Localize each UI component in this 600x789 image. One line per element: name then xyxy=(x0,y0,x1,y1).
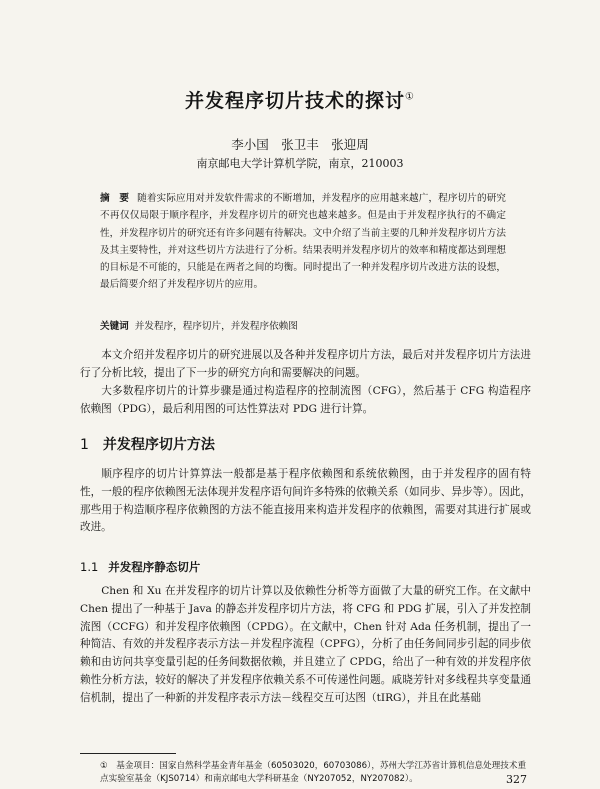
authors: 李小国 张卫丰 张迎周 xyxy=(231,137,369,152)
title-footnote-marker: ① xyxy=(405,91,415,103)
affiliation: 南京邮电大学计算机学院，南京，210003 xyxy=(196,157,404,170)
section-1-title: 并发程序切片方法 xyxy=(102,437,215,453)
section-1-1-heading xyxy=(80,559,200,575)
paper-title: 并发程序切片技术的探讨① xyxy=(185,90,415,112)
footnote-rule xyxy=(80,753,176,754)
abstract-text: 随着实际应用对并发软件需求的不断增加，并发程序的应用越来越广，程序切片的研究不再仅仅局限于顺序程序，并发程序切片的研究也越来越多。但是由于并发程序执行的不确定性，并发程序切片的研究还有许多问题有待解决。文中介绍了当前主要的几种并发程序切片方法及其主要特性，并对这些切片方法进行了分析。结果表明并发程序切片的效率和精度都达到理想的目标是不可能的，只能是在两者之间的均衡。同时提出了一种并发程序切片改进方法的设想，最后简要介绍了并发程序切片的应用。 xyxy=(100,193,507,291)
section-1-1-title: 并发程序静态切片 xyxy=(108,560,201,574)
footnote: ① 基金项目：国家自然科学基金青年基金（60503020，60703086），苏州大学江苏省计算机信息处理技术重点实验室基金（KJS0714）和南京邮电大学科研基金（NY207052，NY207082）。 xyxy=(100,761,527,784)
section-1-number: 1 xyxy=(80,437,89,453)
abstract xyxy=(100,190,506,294)
section-1-heading xyxy=(80,434,215,454)
keywords-label: 关键词 xyxy=(100,321,129,332)
section-1-1-paragraph: Chen 和 Xu 在并发程序的切片计算以及依赖性分析等方面做了大量的研究工作。在文献中 Chen 提出了一种基于 Java 的静态并发程序切片方法，将 CFG 和 PDG 扩展，引入了并发控制流图（CCFG）和并发程序依赖图（CPDG）。在文献中，Chen 针对 Ada 任务机制，提出了一种简洁、有效的并发程序表示方法－并发程序流程（CPFG），分析了由任务间同步引起的同步依赖和由访问共享变量引起的任务间数据依赖，并且建立了 CPDG，给出了一种有效的并发程序依赖性分析方法，较好的解决了并发程序依赖关系不可传递性问题。戚晓芳针对多线程共享变量通信机制，提出了一种新的并发程序表示方法－线程交互可达图（tIRG），并且在此基础 xyxy=(80,585,531,704)
keywords xyxy=(100,318,506,332)
intro-paragraph-2: 大多数程序切片的计算步骤是通过构造程序的控制流图（CFG），然后基于 CFG 构造程序依赖图（PDG），最后利用图的可达性算法对 PDG 进行计算。 xyxy=(80,385,531,415)
abstract-label: 摘 要 xyxy=(100,193,130,204)
keywords-text: 并发程序，程序切片，并发程序依赖图 xyxy=(134,321,298,332)
page-number: 327 xyxy=(506,773,527,786)
section-1-paragraph: 顺序程序的切片计算算法一般都是基于程序依赖图和系统依赖图，由于并发程序的固有特性，一般的程序依赖图无法体现并发程序语句间许多特殊的依赖关系（如同步、异步等）。因此，那些用于构造顺序程序依赖图的方法不能直接用来构造并发程序的依赖图，需要对其进行扩展或改进。 xyxy=(80,468,531,534)
section-1-1-number: 1.1 xyxy=(80,560,99,574)
intro-paragraph-1: 本文介绍并发程序切片的研究进展以及各种并发程序切片方法，最后对并发程序切片方法进行了分析比较，提出了下一步的研究方向和需要解决的问题。 xyxy=(80,349,531,379)
